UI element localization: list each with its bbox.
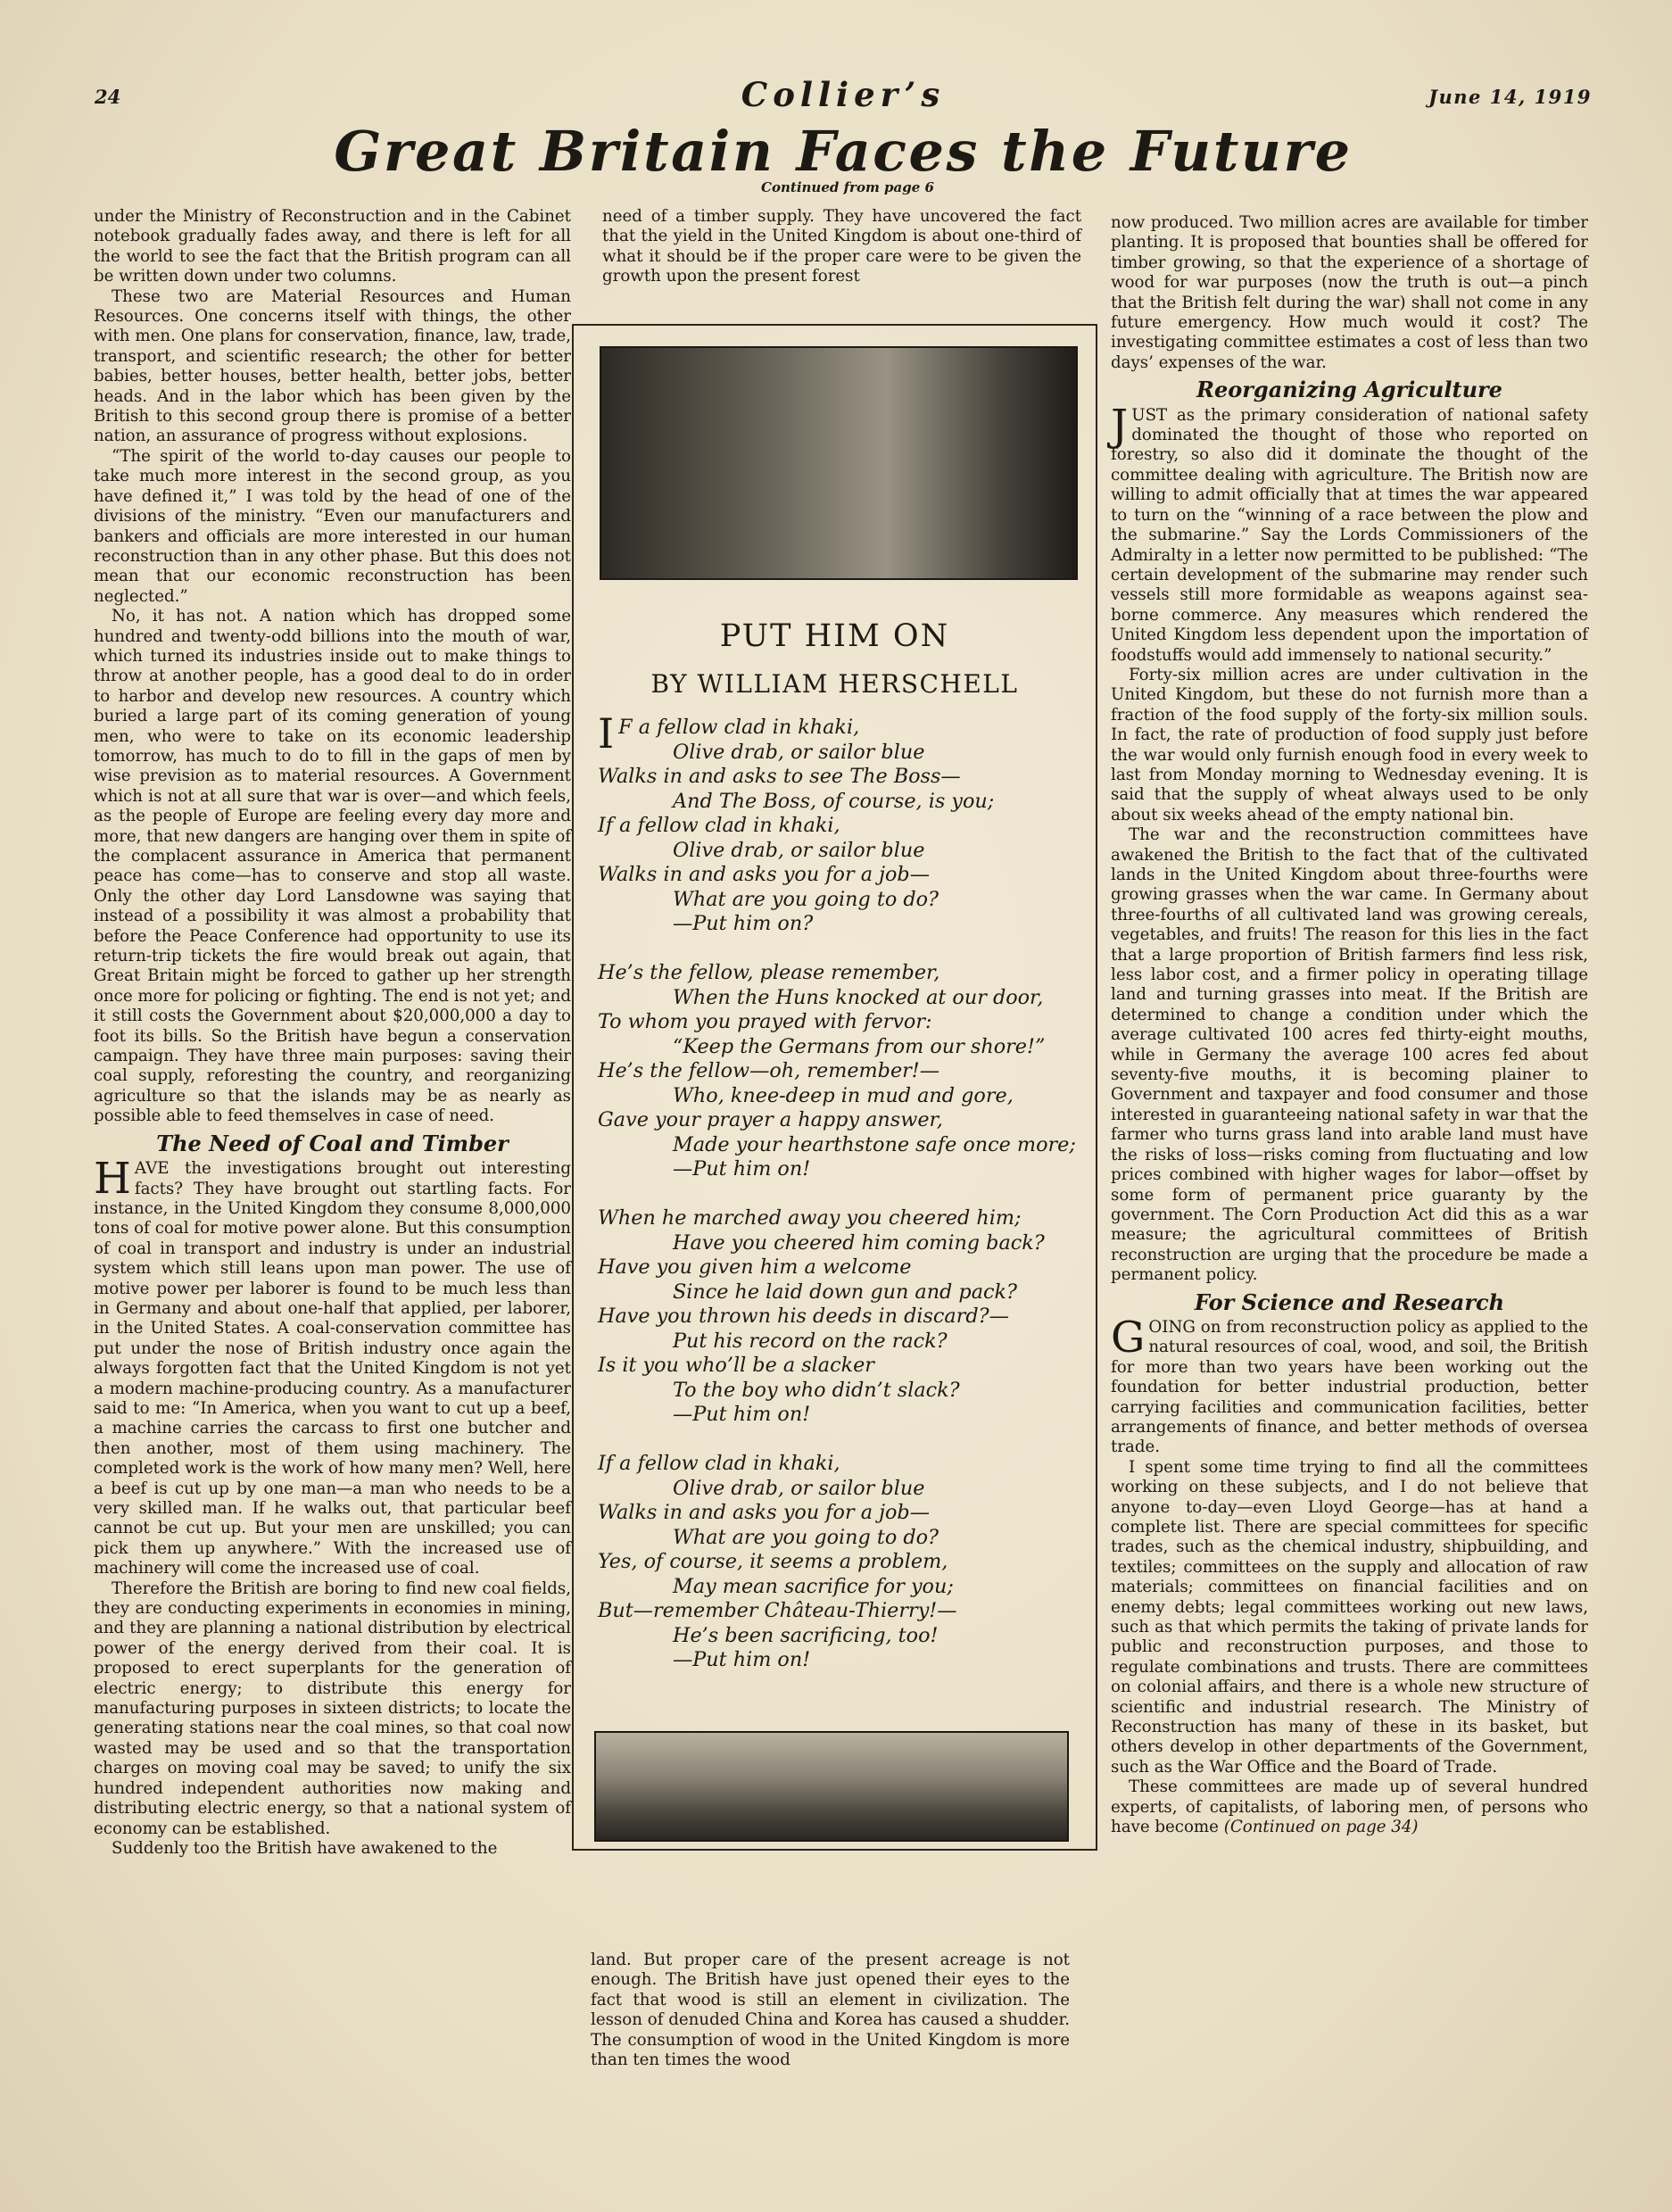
soldier-illustration	[594, 1731, 1069, 1842]
poem-line: Olive drab, or sailor blue	[673, 838, 925, 862]
poem-line: Walks in and asks you for a job—	[598, 863, 930, 886]
poem-line: When he marched away you cheered him;	[598, 1206, 1022, 1230]
article-column-2-bottom	[591, 1951, 1070, 2070]
poem-refrain: —Put him on!	[673, 1648, 811, 1671]
article-column-2-top	[602, 207, 1081, 287]
paragraph: Therefore the British are boring to find new coal fields, they are conducting experiments in economies in mining, and they are planning a national distribution by electrical power of the energy derived from their coal. It is proposed to erect superplants for the generation of electric energy; to distribute this energy for manufacturing purposes in sixteen districts; to locate the generating stations near the coal mines, so that coal now wasted may be used and so that the transportation charges on moving coal may be saved; to unify the six hundred independent authorities now making and distributing electric energy, so that a national system of economy can be established.	[94, 1578, 571, 1838]
masthead	[89, 75, 1597, 120]
paragraph-text: These committees are made up of several hundred experts, of capitalists, of laboring men, of persons who have become	[1111, 1777, 1588, 1837]
paragraph: JUST as the primary consideration of national safety dominated the thought of those who reported on forestry, so also did it dominate the thought of the committee dealing with agriculture. The British now are willing to admit officially that at times the war appeared to turn on the “winning of a race between the plow and the submarine.” Say the Lords Commissioners of the Admiralty in a letter now permitted to be published: “The certain development of the submarine may render such vessels still more formidable as weapons against sea-borne commerce. Any measures which rendered the United Kingdom less dependent upon the importation of foodstuffs would add immensely to national security.”	[1111, 400, 1588, 665]
poem-line: To the boy who didn’t slack?	[673, 1378, 960, 1402]
poem-stanza	[598, 1452, 1080, 1673]
poem-line: Put his record on the rack?	[673, 1329, 948, 1353]
handshake-illustration	[600, 346, 1078, 580]
poem-stanza	[598, 1206, 1080, 1428]
poem-line: What are you going to do?	[673, 1525, 939, 1549]
poem-line: But—remember Château-Thierry!—	[598, 1599, 957, 1622]
paragraph: need of a timber supply. They have uncovered the fact that the yield in the United Kingdom is about one-third of what it should be if the proper care were to be given the growth upon the present forest	[602, 207, 1081, 286]
poem-line: He’s been sacrificing, too!	[673, 1623, 939, 1647]
poem-title: PUT HIM ON	[719, 618, 950, 654]
paragraph: “The spirit of the world to-day causes our people to take much more interest in the second group, as you have defined it,” I was told by the head of one of the divisions of the ministry. “Even our manufacturers and bankers and officials are more interested in our human reconstruction than in any other phase. But this does not mean that our economic reconstruction has been neglected.”	[94, 446, 571, 606]
paragraph: GOING on from reconstruction policy as applied to the natural resources of coal, wood, and soil, the British for more than two years have been working out the foundation for better industrial production, better carrying facilities and communication facilities, better arrangements of finance, and better methods of oversea trade.	[1111, 1312, 1588, 1457]
poem-line: May mean sacrifice for you;	[673, 1574, 954, 1598]
poem-line: Have you cheered him coming back?	[673, 1230, 1045, 1255]
section-heading: Reorganizing Agriculture	[1196, 377, 1502, 403]
poem-line: Olive drab, or sailor blue	[673, 1476, 925, 1500]
paragraph: The war and the reconstruction committees have awakened the British to the fact that of the cultivated lands in the United Kingdom about three-fourths were growing grasses when the war came. In Germany about three-fourths of all cultivated land was growing cereals, vegetables, and fruits! The reason for this lies in the fact that a large proportion of British farmers find less risk, less labor cost, and a firmer policy in operating tillage land and turning grasses into meat. If the British are determined to change a condition under which the average cultivated 100 acres fed thirty-eight mouths, while in Germany the average 100 acres fed about seventy-five mouths, it is becoming plainer to Government and taxpayer and food consumer and those interested in guaranteeing national safety in war that the farmer who turns grass land into arable land must have the risks of loss—risks coming from fluctuating and low prices combined with higher wages for labor—offset by some form of permanent price guaranty by the government. The Corn Production Act did this as a war measure; the agricultural committees of British reconstruction are urging that the procedure be made a permanent policy.	[1111, 825, 1588, 1285]
poem-line: And The Boss, of course, is you;	[673, 789, 995, 813]
paragraph: I spent some time trying to find all the committees working on these subjects, and I do not believe that anyone to-day—even Lloyd George—has at hand a complete list. There are special committees for specific trades, such as the chemical industry, shipbuilding, and textiles; committees on the supply and allocation of raw materials; committees on financial facilities and on enemy debts; legal committees working out new laws, such as that which permits the taking of private lands for public and reconstruction purposes, and those to regulate combinations and trusts. There are committees on colonial affairs, and there is a whole new structure of scientific and industrial research. The Ministry of Reconstruction has many of these in its basket, but others develop in other departments of the Government, such as the War Office and the Board of Trade.	[1111, 1457, 1588, 1777]
poem-line: Walks in and asks to see The Boss—	[598, 765, 961, 788]
poem-line: To whom you prayed with fervor:	[598, 1010, 932, 1033]
poem-line: Olive drab, or sailor blue	[673, 740, 925, 764]
continued-from-note: Continued from page 6	[761, 179, 934, 195]
drop-cap-letter: I	[598, 709, 615, 758]
poem-refrain: —Put him on!	[673, 1403, 811, 1426]
poem-line: Gave your prayer a happy answer,	[598, 1108, 943, 1131]
paragraph: now produced. Two million acres are available for timber planting. It is proposed that bounties shall be offered for timber growing, so that the experience of a shortage of wood for war purposes (now the truth is out—a pinch that the British felt during the war) shall not come in any future emergency. How much would it cost? The investigating committee estimates a cost of less than two days’ expenses of the war.	[1111, 213, 1588, 372]
poem-body	[598, 709, 1080, 1697]
section-heading: The Need of Coal and Timber	[156, 1130, 509, 1156]
poem-line: What are you going to do?	[673, 887, 939, 911]
poem-line: Have you given him a welcome	[598, 1255, 912, 1279]
paragraph	[1111, 1777, 1588, 1837]
poem-line: Walks in and asks you for a job—	[598, 1501, 930, 1524]
poem-line: Made your hearthstone safe once more;	[673, 1132, 1076, 1156]
poem-line: Who, knee-deep in mud and gore,	[673, 1083, 1014, 1107]
poem-line: Have you thrown his deeds in discard?—	[598, 1305, 1009, 1328]
magazine-name: Collier’s	[741, 75, 946, 114]
article-column-3	[1111, 213, 1588, 1838]
paragraph: These two are Material Resources and Human Resources. One concerns itself with things, the other with men. One plans for conservation, finance, law, trade, transport, and scientific research; the other for better babies, better houses, better health, better jobs, better heads. And in the labor which has been given by the British to this second group there is promise of a better nation, an assurance of progress without explosions.	[94, 286, 571, 446]
poem-line: “Keep the Germans from our shore!”	[673, 1034, 1046, 1058]
poem-refrain: —Put him on?	[673, 912, 814, 935]
page-number: 24	[95, 86, 121, 108]
continued-on-link[interactable]: (Continued on page 34)	[1223, 1818, 1419, 1837]
section-heading: For Science and Research	[1194, 1288, 1505, 1315]
poem-line: Since he laid down gun and pack?	[673, 1280, 1017, 1304]
article-column-1	[94, 207, 571, 1859]
poem-line: Yes, of course, it seems a problem,	[598, 1550, 948, 1573]
poem-line: He’s the fellow, please remember,	[598, 961, 940, 984]
poem-line: He’s the fellow—oh, remember!—	[598, 1059, 940, 1082]
poem-refrain: —Put him on!	[673, 1157, 811, 1181]
poem-stanza	[598, 961, 1080, 1182]
poem-line: F a fellow clad in khaki,	[618, 716, 860, 739]
poem-line: Is it you who’ll be a slacker	[598, 1354, 874, 1377]
paragraph: Forty-six million acres are under cultivation in the United Kingdom, but these do not furnish more than a fraction of the food supply of the forty-six million souls. In fact, the rate of production of food supply just before the war would only furnish enough food in every week to last from Monday morning to Wednesday evening. It is said that the supply of wheat always used to be only about six weeks ahead of the empty national bin.	[1111, 665, 1588, 824]
paragraph: land. But proper care of the present acreage is not enough. The British have just opened their eyes to the fact that wood is still an element in civilization. The lesson of denuded China and Korea has caused a shudder. The consumption of wood in the United Kingdom is more than ten times the wood	[591, 1951, 1070, 2070]
poem-line: If a fellow clad in khaki,	[598, 1452, 840, 1475]
article-headline: Great Britain Faces the Future	[334, 119, 1353, 184]
poem-author: BY WILLIAM HERSCHELL	[650, 669, 1019, 699]
paragraph: Suddenly too the British have awakened to the	[112, 1838, 498, 1858]
paragraph: under the Ministry of Reconstruction and in the Cabinet notebook gradually fades away, and there is left for all the world to see the fact that the British program can all be written down under two columns.	[94, 207, 571, 286]
issue-date: June 14, 1919	[1428, 86, 1592, 108]
poem-line: If a fellow clad in khaki,	[598, 814, 840, 837]
paragraph: HAVE the investigations brought out interesting facts? They have brought out startling facts. For instance, in the United Kingdom they consume 8,000,000 tons of coal for motive power alone. But this consumption of coal in transport and industry is under an industrial system which still leans upon man power. The use of motive power per laborer is found to be much less than in Germany and about one-half that applied, per laborer, in the United States. A coal-conservation committee has put under the nose of British industry once again the always forgotten fact that the United Kingdom is not yet a modern machine-producing country. As a manufacturer said to me: “In America, when you want to cut up a beef, a machine carries the carcass to first one butcher and then another, most of them using machinery. The completed work is the work of how many men? Well, here a beef is cut up by one man—a man who needs to be a very skilled man. If he walks out, that particular beef cannot be cut up. But your men are unskilled; you can pick them up anywhere.” With the increased use of machinery will come the increased use of coal.	[94, 1154, 571, 1578]
poem-line: When the Huns knocked at our door,	[673, 985, 1044, 1009]
paragraph: No, it has not. A nation which has dropped some hundred and twenty-odd billions into the mouth of war, which turned its industries inside out to make things to throw at another people, has a good deal to do in order to harbor and develop new resources. A country which buried a large part of its coming generation of young men, who were to take on its economic leadership tomorrow, has much to do to fill in the gaps of men by wise prevision as to material resources. A Government which is not at all sure that war is over—and which feels, as the people of Europe are feeling every day more and more, that new dangers are hanging over them in spite of the complacent assurance in America that permanent peace has come—has to conserve and stop all waste. Only the other day Lord Lansdowne was saying that instead of a possibility it was almost a probability that before the Peace Conference had opportunity to use its return-trip tickets the fire would break out again, that Great Britain might be forced to gather up her strength once more for policing or fighting. The end is not yet; and it still costs the Government about $20,000,000 a day to foot its bills. So the British have begun a conservation campaign. They have three main purposes: saving their coal supply, reforesting the country, and reorganizing agriculture so that the islands may be as nearly as possible able to feed themselves in case of need.	[94, 607, 571, 1126]
poem-stanza	[598, 709, 1080, 937]
